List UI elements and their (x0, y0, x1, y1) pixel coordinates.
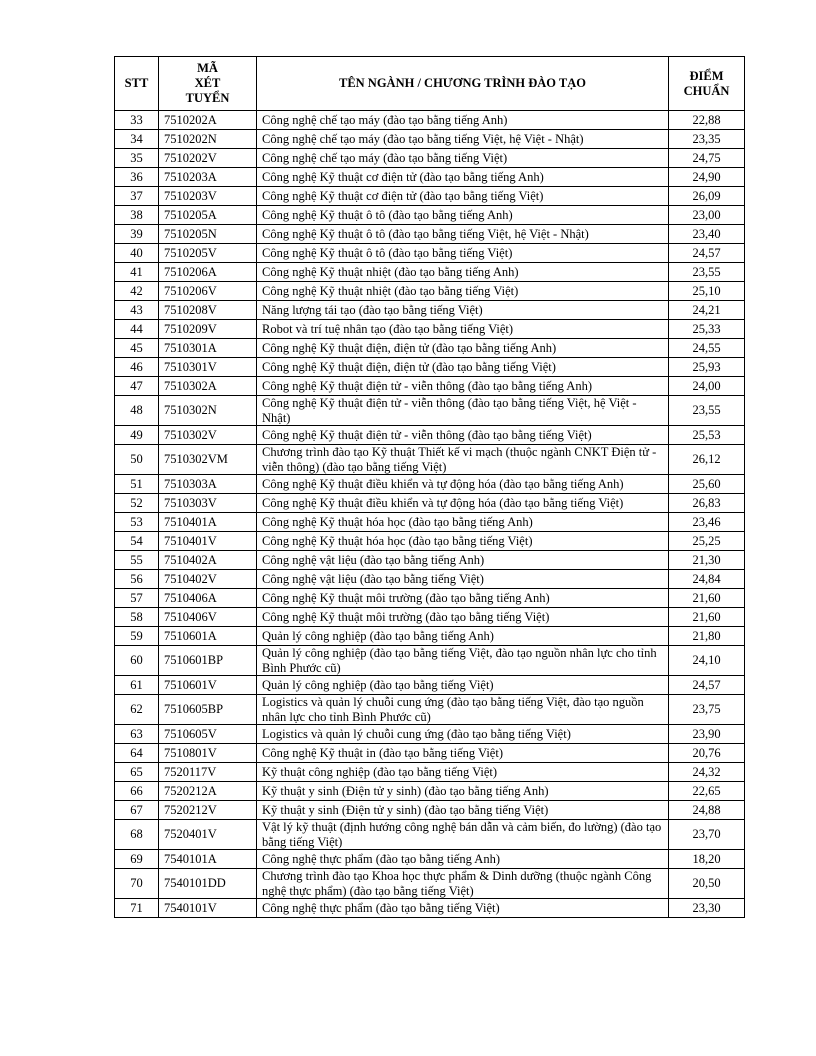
cell-program-name: Công nghệ Kỹ thuật điều khiển và tự động hóa (đào tạo bằng tiếng Anh) (257, 475, 669, 494)
cell-score: 26,12 (669, 445, 745, 475)
cell-stt: 62 (115, 695, 159, 725)
cell-program-name: Năng lượng tái tạo (đào tạo bằng tiếng Việt) (257, 301, 669, 320)
cell-code: 7510406A (159, 589, 257, 608)
cell-stt: 69 (115, 850, 159, 869)
cell-stt: 71 (115, 899, 159, 918)
cell-stt: 39 (115, 225, 159, 244)
table-row (115, 396, 745, 426)
cell-code: 7510605V (159, 725, 257, 744)
cell-program-name: Công nghệ Kỹ thuật điện, điện tử (đào tạo bằng tiếng Anh) (257, 339, 669, 358)
cell-score: 22,88 (669, 111, 745, 130)
table-row (115, 513, 745, 532)
header-score-line1: ĐIỂM (689, 68, 724, 83)
cell-score: 25,10 (669, 282, 745, 301)
table-row (115, 570, 745, 589)
header-code-line1: MÃ (197, 61, 218, 75)
cell-program-name: Công nghệ Kỹ thuật cơ điện tử (đào tạo bằng tiếng Anh) (257, 168, 669, 187)
cell-score: 25,53 (669, 426, 745, 445)
cell-code: 7540101V (159, 899, 257, 918)
cell-stt: 63 (115, 725, 159, 744)
cell-program-name: Robot và trí tuệ nhân tạo (đào tạo bằng tiếng Việt) (257, 320, 669, 339)
table-body (115, 111, 745, 918)
cell-program-name: Công nghệ Kỹ thuật nhiệt (đào tạo bằng tiếng Anh) (257, 263, 669, 282)
cell-code: 7510203V (159, 187, 257, 206)
cell-score: 26,09 (669, 187, 745, 206)
cell-code: 7520212V (159, 801, 257, 820)
cell-code: 7510301A (159, 339, 257, 358)
cell-program-name: Công nghệ Kỹ thuật hóa học (đào tạo bằng tiếng Anh) (257, 513, 669, 532)
cell-stt: 43 (115, 301, 159, 320)
header-score-line2: CHUẨN (683, 83, 730, 98)
table-row (115, 676, 745, 695)
header-code-line3: TUYỂN (185, 91, 230, 105)
cell-score: 21,80 (669, 627, 745, 646)
cell-score: 18,20 (669, 850, 745, 869)
cell-score: 25,25 (669, 532, 745, 551)
table-row (115, 244, 745, 263)
header-stt-label: STT (124, 76, 149, 90)
cell-program-name: Công nghệ Kỹ thuật điện tử - viễn thông (đào tạo bằng tiếng Anh) (257, 377, 669, 396)
cell-code: 7510202N (159, 130, 257, 149)
cell-code: 7510202V (159, 149, 257, 168)
cell-score: 21,60 (669, 608, 745, 627)
cell-program-name: Công nghệ Kỹ thuật ô tô (đào tạo bằng tiếng Anh) (257, 206, 669, 225)
cell-score: 24,57 (669, 676, 745, 695)
cell-score: 22,65 (669, 782, 745, 801)
table-row (115, 494, 745, 513)
cell-stt: 45 (115, 339, 159, 358)
cell-code: 7510302VM (159, 445, 257, 475)
cell-stt: 37 (115, 187, 159, 206)
cell-code: 7510402V (159, 570, 257, 589)
table-row (115, 899, 745, 918)
cell-stt: 66 (115, 782, 159, 801)
cell-program-name: Kỹ thuật y sinh (Điện tử y sinh) (đào tạo bằng tiếng Anh) (257, 782, 669, 801)
cell-program-name: Kỹ thuật công nghiệp (đào tạo bằng tiếng Việt) (257, 763, 669, 782)
cell-program-name: Công nghệ Kỹ thuật điện, điện tử (đào tạo bằng tiếng Việt) (257, 358, 669, 377)
table-row (115, 850, 745, 869)
table-row (115, 646, 745, 676)
cell-program-name: Quản lý công nghiệp (đào tạo bằng tiếng Việt) (257, 676, 669, 695)
table-row (115, 263, 745, 282)
cell-program-name: Công nghệ thực phẩm (đào tạo bằng tiếng Việt) (257, 899, 669, 918)
table-row (115, 869, 745, 899)
cell-stt: 55 (115, 551, 159, 570)
cell-program-name: Công nghệ Kỹ thuật in (đào tạo bằng tiếng Việt) (257, 744, 669, 763)
cell-score: 24,57 (669, 244, 745, 263)
cell-stt: 41 (115, 263, 159, 282)
table-row (115, 532, 745, 551)
cell-stt: 35 (115, 149, 159, 168)
cell-program-name: Công nghệ chế tạo máy (đào tạo bằng tiếng Việt) (257, 149, 669, 168)
cell-code: 7510203A (159, 168, 257, 187)
cell-code: 7510402A (159, 551, 257, 570)
cell-code: 7510205N (159, 225, 257, 244)
table-row (115, 301, 745, 320)
table-header-row (115, 57, 745, 111)
cell-stt: 38 (115, 206, 159, 225)
table-row (115, 782, 745, 801)
cell-code: 7510601A (159, 627, 257, 646)
cell-stt: 40 (115, 244, 159, 263)
cell-score: 24,10 (669, 646, 745, 676)
cell-code: 7540101DD (159, 869, 257, 899)
table-row (115, 801, 745, 820)
cell-stt: 52 (115, 494, 159, 513)
cell-score: 25,60 (669, 475, 745, 494)
cell-score: 23,55 (669, 263, 745, 282)
cell-code: 7510801V (159, 744, 257, 763)
table-row (115, 589, 745, 608)
table-row (115, 282, 745, 301)
cell-score: 24,21 (669, 301, 745, 320)
cell-score: 20,76 (669, 744, 745, 763)
table-row (115, 695, 745, 725)
cell-score: 24,88 (669, 801, 745, 820)
cell-program-name: Công nghệ Kỹ thuật ô tô (đào tạo bằng tiếng Việt) (257, 244, 669, 263)
cell-score: 23,40 (669, 225, 745, 244)
cell-stt: 54 (115, 532, 159, 551)
table-row (115, 744, 745, 763)
table-row (115, 225, 745, 244)
cell-score: 26,83 (669, 494, 745, 513)
cell-code: 7520117V (159, 763, 257, 782)
cell-code: 7510401A (159, 513, 257, 532)
cell-stt: 34 (115, 130, 159, 149)
cell-code: 7520212A (159, 782, 257, 801)
cell-code: 7510303A (159, 475, 257, 494)
table-row (115, 608, 745, 627)
cell-score: 23,70 (669, 820, 745, 850)
cell-score: 20,50 (669, 869, 745, 899)
cell-stt: 49 (115, 426, 159, 445)
table-row (115, 168, 745, 187)
cell-program-name: Công nghệ vật liệu (đào tạo bằng tiếng Anh) (257, 551, 669, 570)
cell-program-name: Kỹ thuật y sinh (Điện tử y sinh) (đào tạo bằng tiếng Việt) (257, 801, 669, 820)
table-row (115, 187, 745, 206)
cell-score: 24,55 (669, 339, 745, 358)
cell-code: 7540101A (159, 850, 257, 869)
cell-code: 7510601V (159, 676, 257, 695)
table-row (115, 627, 745, 646)
cell-stt: 42 (115, 282, 159, 301)
cell-code: 7510205A (159, 206, 257, 225)
cell-program-name: Vật lý kỹ thuật (định hướng công nghệ bán dẫn và cảm biến, đo lường) (đào tạo bằng tiếng Việt) (257, 820, 669, 850)
table-row (115, 725, 745, 744)
header-stt (115, 57, 159, 111)
admission-scores-table (114, 56, 745, 918)
table-row (115, 475, 745, 494)
table-row (115, 820, 745, 850)
cell-code: 7510406V (159, 608, 257, 627)
cell-program-name: Quản lý công nghiệp (đào tạo bằng tiếng Anh) (257, 627, 669, 646)
cell-code: 7510209V (159, 320, 257, 339)
cell-score: 23,90 (669, 725, 745, 744)
cell-stt: 51 (115, 475, 159, 494)
cell-code: 7510302N (159, 396, 257, 426)
cell-stt: 36 (115, 168, 159, 187)
cell-score: 24,32 (669, 763, 745, 782)
cell-stt: 53 (115, 513, 159, 532)
cell-stt: 44 (115, 320, 159, 339)
cell-score: 21,30 (669, 551, 745, 570)
cell-code: 7510202A (159, 111, 257, 130)
cell-program-name: Công nghệ Kỹ thuật hóa học (đào tạo bằng tiếng Việt) (257, 532, 669, 551)
cell-score: 23,46 (669, 513, 745, 532)
table-row (115, 320, 745, 339)
cell-program-name: Công nghệ Kỹ thuật ô tô (đào tạo bằng tiếng Việt, hệ Việt - Nhật) (257, 225, 669, 244)
cell-stt: 64 (115, 744, 159, 763)
table-row (115, 445, 745, 475)
cell-score: 23,55 (669, 396, 745, 426)
cell-score: 24,90 (669, 168, 745, 187)
cell-stt: 67 (115, 801, 159, 820)
header-code (159, 57, 257, 111)
cell-score: 25,93 (669, 358, 745, 377)
cell-stt: 58 (115, 608, 159, 627)
cell-stt: 59 (115, 627, 159, 646)
table-row (115, 206, 745, 225)
cell-program-name: Chương trình đào tạo Kỹ thuật Thiết kế vi mạch (thuộc ngành CNKT Điện tử - viễn thông) (đào tạo bằng tiếng Việt) (257, 445, 669, 475)
table-row (115, 130, 745, 149)
cell-program-name: Công nghệ thực phẩm (đào tạo bằng tiếng Anh) (257, 850, 669, 869)
table-row (115, 358, 745, 377)
cell-program-name: Công nghệ Kỹ thuật môi trường (đào tạo bằng tiếng Việt) (257, 608, 669, 627)
cell-score: 23,75 (669, 695, 745, 725)
table-row (115, 111, 745, 130)
cell-stt: 65 (115, 763, 159, 782)
cell-code: 7510208V (159, 301, 257, 320)
cell-code: 7510401V (159, 532, 257, 551)
cell-program-name: Công nghệ chế tạo máy (đào tạo bằng tiếng Việt, hệ Việt - Nhật) (257, 130, 669, 149)
table-row (115, 763, 745, 782)
header-score (669, 57, 745, 111)
cell-score: 25,33 (669, 320, 745, 339)
cell-program-name: Công nghệ vật liệu (đào tạo bằng tiếng Việt) (257, 570, 669, 589)
cell-stt: 48 (115, 396, 159, 426)
table-row (115, 149, 745, 168)
cell-stt: 50 (115, 445, 159, 475)
cell-code: 7510303V (159, 494, 257, 513)
cell-score: 24,84 (669, 570, 745, 589)
cell-code: 7510301V (159, 358, 257, 377)
cell-program-name: Quản lý công nghiệp (đào tạo bằng tiếng Việt, đào tạo nguồn nhân lực cho tỉnh Bình Phước cũ) (257, 646, 669, 676)
cell-code: 7520401V (159, 820, 257, 850)
cell-program-name: Logistics và quản lý chuỗi cung ứng (đào tạo bằng tiếng Việt, đào tạo nguồn nhân lực cho tỉnh Bình Phước cũ) (257, 695, 669, 725)
table-row (115, 426, 745, 445)
cell-code: 7510302V (159, 426, 257, 445)
cell-program-name: Logistics và quản lý chuỗi cung ứng (đào tạo bằng tiếng Việt) (257, 725, 669, 744)
cell-stt: 60 (115, 646, 159, 676)
cell-score: 23,00 (669, 206, 745, 225)
cell-code: 7510302A (159, 377, 257, 396)
cell-code: 7510206A (159, 263, 257, 282)
table-row (115, 339, 745, 358)
cell-program-name: Công nghệ Kỹ thuật điện tử - viễn thông (đào tạo bằng tiếng Việt, hệ Việt - Nhật) (257, 396, 669, 426)
cell-program-name: Công nghệ Kỹ thuật điện tử - viễn thông (đào tạo bằng tiếng Việt) (257, 426, 669, 445)
cell-code: 7510605BP (159, 695, 257, 725)
cell-score: 23,30 (669, 899, 745, 918)
cell-score: 24,00 (669, 377, 745, 396)
cell-stt: 33 (115, 111, 159, 130)
cell-code: 7510601BP (159, 646, 257, 676)
cell-stt: 56 (115, 570, 159, 589)
cell-score: 23,35 (669, 130, 745, 149)
cell-stt: 70 (115, 869, 159, 899)
cell-stt: 57 (115, 589, 159, 608)
cell-score: 21,60 (669, 589, 745, 608)
header-code-line2: XÉT (194, 76, 221, 90)
cell-stt: 47 (115, 377, 159, 396)
cell-program-name: Chương trình đào tạo Khoa học thực phẩm & Dinh dưỡng (thuộc ngành Công nghệ thực phẩm) (đào tạo bằng tiếng Việt) (257, 869, 669, 899)
cell-program-name: Công nghệ Kỹ thuật cơ điện tử (đào tạo bằng tiếng Việt) (257, 187, 669, 206)
table-row (115, 551, 745, 570)
cell-stt: 68 (115, 820, 159, 850)
header-program-name (257, 57, 669, 111)
cell-score: 24,75 (669, 149, 745, 168)
cell-stt: 46 (115, 358, 159, 377)
header-name-label: TÊN NGÀNH / CHƯƠNG TRÌNH ĐÀO TẠO (338, 76, 586, 90)
cell-program-name: Công nghệ Kỹ thuật môi trường (đào tạo bằng tiếng Anh) (257, 589, 669, 608)
cell-program-name: Công nghệ Kỹ thuật điều khiển và tự động hóa (đào tạo bằng tiếng Việt) (257, 494, 669, 513)
cell-program-name: Công nghệ Kỹ thuật nhiệt (đào tạo bằng tiếng Việt) (257, 282, 669, 301)
cell-program-name: Công nghệ chế tạo máy (đào tạo bằng tiếng Anh) (257, 111, 669, 130)
cell-code: 7510205V (159, 244, 257, 263)
cell-stt: 61 (115, 676, 159, 695)
table-row (115, 377, 745, 396)
cell-code: 7510206V (159, 282, 257, 301)
